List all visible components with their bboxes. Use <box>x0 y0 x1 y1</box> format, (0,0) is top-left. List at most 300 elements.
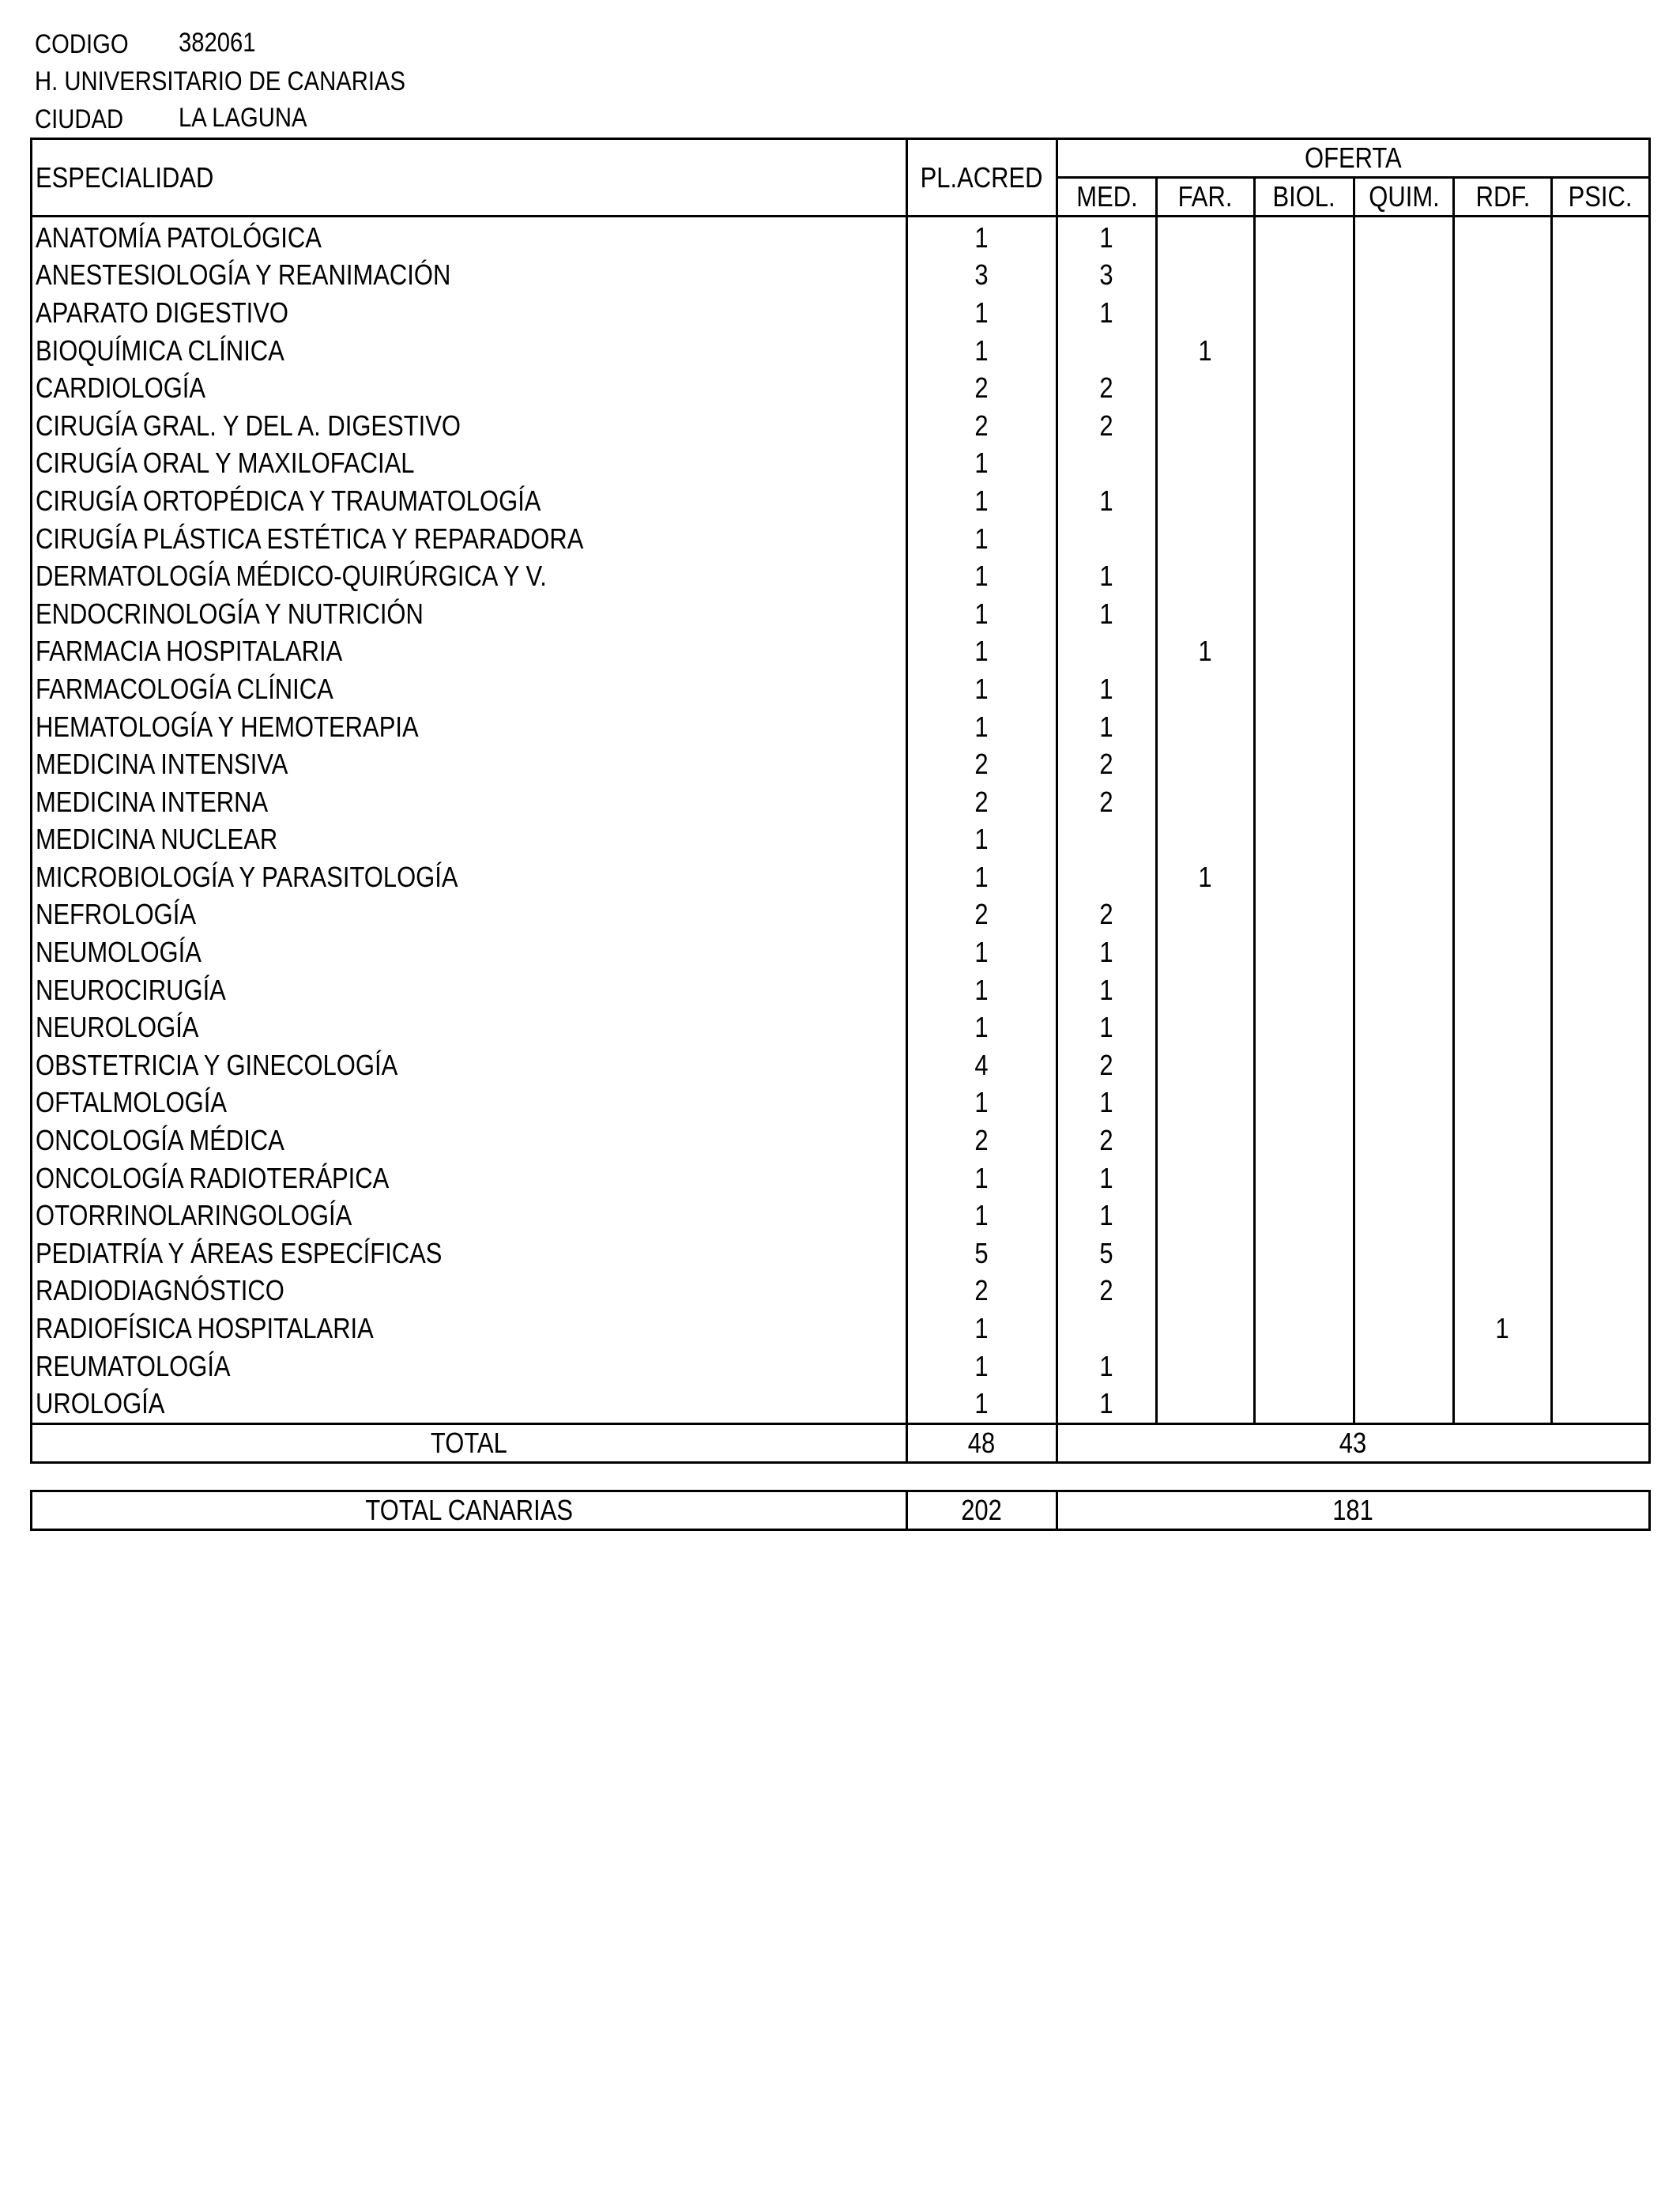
cell-biol <box>1255 933 1354 971</box>
cell-rdf <box>1454 858 1552 896</box>
cell-name: NEUROCIRUGÍA <box>32 971 907 1009</box>
cell-pl: 2 <box>907 783 1057 821</box>
sub-rdf: RDF. <box>1454 178 1552 217</box>
table-row <box>32 896 1650 934</box>
table-row <box>32 745 1650 783</box>
cell-biol <box>1255 407 1354 445</box>
table-row <box>32 445 1650 483</box>
specialties-table <box>30 138 1651 1464</box>
cell-med: 1 <box>1057 670 1157 708</box>
cell-rdf <box>1454 369 1552 407</box>
cell-biol <box>1255 217 1354 257</box>
cell-rdf <box>1454 1385 1552 1423</box>
cell-biol <box>1255 369 1354 407</box>
table-row <box>32 520 1650 558</box>
ciudad-value: LA LAGUNA <box>179 103 307 133</box>
cell-far <box>1157 482 1255 520</box>
cell-rdf <box>1454 783 1552 821</box>
table-row <box>32 1084 1650 1122</box>
table-row <box>32 1008 1650 1046</box>
cell-rdf <box>1454 557 1552 595</box>
cell-psic <box>1552 1197 1650 1235</box>
cell-quim <box>1354 633 1454 671</box>
sub-quim: QUIM. <box>1354 178 1454 217</box>
table-row <box>32 1310 1650 1348</box>
cell-psic <box>1552 407 1650 445</box>
cell-quim <box>1354 1159 1454 1197</box>
cell-quim <box>1354 257 1454 295</box>
cell-biol <box>1255 633 1354 671</box>
cell-quim <box>1354 971 1454 1009</box>
table-row <box>32 1272 1650 1310</box>
cell-name: ANATOMÍA PATOLÓGICA <box>32 217 907 257</box>
cell-med: 1 <box>1057 1348 1157 1385</box>
col-placred: PL.ACRED <box>907 139 1057 217</box>
cell-med: 1 <box>1057 217 1157 257</box>
cell-med <box>1057 633 1157 671</box>
cell-far <box>1157 821 1255 859</box>
cell-psic <box>1552 745 1650 783</box>
cell-rdf <box>1454 821 1552 859</box>
cell-name: MICROBIOLOGÍA Y PARASITOLOGÍA <box>32 858 907 896</box>
cell-biol <box>1255 1385 1354 1423</box>
header-row <box>32 139 1650 178</box>
table-row <box>32 557 1650 595</box>
cell-name: CARDIOLOGÍA <box>32 369 907 407</box>
cell-psic <box>1552 633 1650 671</box>
cell-name: RADIOFÍSICA HOSPITALARIA <box>32 1310 907 1348</box>
cell-med: 1 <box>1057 557 1157 595</box>
cell-name: ONCOLOGÍA RADIOTERÁPICA <box>32 1159 907 1197</box>
cell-far <box>1157 445 1255 483</box>
cell-far <box>1157 670 1255 708</box>
total-placred: 48 <box>907 1424 1057 1463</box>
table-row <box>32 971 1650 1009</box>
cell-biol <box>1255 257 1354 295</box>
cell-psic <box>1552 557 1650 595</box>
cell-rdf <box>1454 595 1552 633</box>
cell-name: OTORRINOLARINGOLOGÍA <box>32 1197 907 1235</box>
cell-name: OFTALMOLOGÍA <box>32 1084 907 1122</box>
cell-psic <box>1552 971 1650 1009</box>
canarias-total-row <box>32 1491 1650 1530</box>
cell-name: NEUMOLOGÍA <box>32 933 907 971</box>
cell-far <box>1157 1235 1255 1272</box>
cell-name: CIRUGÍA ORAL Y MAXILOFACIAL <box>32 445 907 483</box>
cell-psic <box>1552 670 1650 708</box>
cell-pl: 1 <box>907 520 1057 558</box>
cell-psic <box>1552 595 1650 633</box>
cell-far <box>1157 520 1255 558</box>
cell-med <box>1057 332 1157 370</box>
cell-name: CIRUGÍA GRAL. Y DEL A. DIGESTIVO <box>32 407 907 445</box>
cell-rdf <box>1454 1008 1552 1046</box>
table-row <box>32 369 1650 407</box>
cell-med: 2 <box>1057 745 1157 783</box>
cell-far <box>1157 1122 1255 1159</box>
cell-far <box>1157 971 1255 1009</box>
cell-far <box>1157 933 1255 971</box>
cell-quim <box>1354 1084 1454 1122</box>
cell-pl: 1 <box>907 670 1057 708</box>
cell-name: MEDICINA NUCLEAR <box>32 821 907 859</box>
cell-far <box>1157 896 1255 934</box>
sub-med: MED. <box>1057 178 1157 217</box>
cell-quim <box>1354 821 1454 859</box>
table-row <box>32 933 1650 971</box>
ciudad-label: CIUDAD <box>35 104 124 134</box>
cell-biol <box>1255 1197 1354 1235</box>
cell-biol <box>1255 445 1354 483</box>
cell-name: HEMATOLOGÍA Y HEMOTERAPIA <box>32 708 907 746</box>
cell-psic <box>1552 1046 1650 1084</box>
cell-pl: 1 <box>907 294 1057 332</box>
cell-rdf <box>1454 445 1552 483</box>
table-row <box>32 1348 1650 1385</box>
cell-pl: 5 <box>907 1235 1057 1272</box>
cell-name: APARATO DIGESTIVO <box>32 294 907 332</box>
table-row <box>32 595 1650 633</box>
cell-pl: 1 <box>907 933 1057 971</box>
cell-rdf <box>1454 633 1552 671</box>
cell-med: 2 <box>1057 407 1157 445</box>
cell-name: UROLOGÍA <box>32 1385 907 1423</box>
cell-biol <box>1255 1122 1354 1159</box>
canarias-label: TOTAL CANARIAS <box>32 1491 907 1530</box>
cell-rdf <box>1454 407 1552 445</box>
cell-far <box>1157 369 1255 407</box>
table-row <box>32 482 1650 520</box>
cell-med: 2 <box>1057 896 1157 934</box>
cell-quim <box>1354 670 1454 708</box>
cell-far <box>1157 294 1255 332</box>
table-row <box>32 858 1650 896</box>
cell-pl: 3 <box>907 257 1057 295</box>
cell-biol <box>1255 1272 1354 1310</box>
cell-far <box>1157 1197 1255 1235</box>
cell-pl: 1 <box>907 1385 1057 1423</box>
cell-far <box>1157 1385 1255 1423</box>
cell-rdf <box>1454 1084 1552 1122</box>
cell-rdf <box>1454 1159 1552 1197</box>
cell-name: OBSTETRICIA Y GINECOLOGÍA <box>32 1046 907 1084</box>
cell-med <box>1057 445 1157 483</box>
cell-psic <box>1552 369 1650 407</box>
cell-quim <box>1354 1046 1454 1084</box>
cell-far <box>1157 783 1255 821</box>
table-row <box>32 1385 1650 1423</box>
cell-med: 5 <box>1057 1235 1157 1272</box>
table-row <box>32 783 1650 821</box>
cell-med <box>1057 1310 1157 1348</box>
cell-rdf <box>1454 294 1552 332</box>
cell-psic <box>1552 1235 1650 1272</box>
cell-biol <box>1255 971 1354 1009</box>
cell-med: 2 <box>1057 1122 1157 1159</box>
cell-med: 1 <box>1057 1008 1157 1046</box>
cell-quim <box>1354 1348 1454 1385</box>
cell-pl: 2 <box>907 745 1057 783</box>
cell-name: ANESTESIOLOGÍA Y REANIMACIÓN <box>32 257 907 295</box>
cell-pl: 4 <box>907 1046 1057 1084</box>
cell-quim <box>1354 745 1454 783</box>
cell-name: FARMACIA HOSPITALARIA <box>32 633 907 671</box>
cell-pl: 2 <box>907 369 1057 407</box>
canarias-total-table <box>30 1490 1651 1531</box>
cell-pl: 1 <box>907 1197 1057 1235</box>
cell-biol <box>1255 670 1354 708</box>
cell-name: MEDICINA INTENSIVA <box>32 745 907 783</box>
cell-quim <box>1354 1235 1454 1272</box>
total-label: TOTAL <box>32 1424 907 1463</box>
cell-far <box>1157 1310 1255 1348</box>
cell-med: 1 <box>1057 1159 1157 1197</box>
cell-quim <box>1354 1122 1454 1159</box>
cell-quim <box>1354 783 1454 821</box>
cell-psic <box>1552 783 1650 821</box>
cell-biol <box>1255 520 1354 558</box>
cell-med: 1 <box>1057 482 1157 520</box>
cell-med: 1 <box>1057 595 1157 633</box>
cell-med: 1 <box>1057 708 1157 746</box>
cell-name: ONCOLOGÍA MÉDICA <box>32 1122 907 1159</box>
cell-pl: 1 <box>907 1159 1057 1197</box>
cell-rdf <box>1454 971 1552 1009</box>
cell-quim <box>1354 294 1454 332</box>
cell-pl: 1 <box>907 1008 1057 1046</box>
cell-pl: 1 <box>907 1084 1057 1122</box>
cell-biol <box>1255 557 1354 595</box>
cell-name: BIOQUÍMICA CLÍNICA <box>32 332 907 370</box>
cell-name: DERMATOLOGÍA MÉDICO-QUIRÚRGICA Y V. <box>32 557 907 595</box>
cell-med: 2 <box>1057 1272 1157 1310</box>
cell-far <box>1157 257 1255 295</box>
sub-far: FAR. <box>1157 178 1255 217</box>
table-row <box>32 407 1650 445</box>
cell-psic <box>1552 257 1650 295</box>
table-row <box>32 332 1650 370</box>
cell-rdf <box>1454 1235 1552 1272</box>
cell-psic <box>1552 896 1650 934</box>
cell-med: 2 <box>1057 1046 1157 1084</box>
cell-pl: 1 <box>907 595 1057 633</box>
cell-psic <box>1552 1310 1650 1348</box>
cell-biol <box>1255 783 1354 821</box>
cell-psic <box>1552 1084 1650 1122</box>
table-row <box>32 1122 1650 1159</box>
cell-far <box>1157 217 1255 257</box>
cell-name: CIRUGÍA ORTOPÉDICA Y TRAUMATOLOGÍA <box>32 482 907 520</box>
cell-med: 3 <box>1057 257 1157 295</box>
cell-quim <box>1354 445 1454 483</box>
cell-psic <box>1552 294 1650 332</box>
cell-quim <box>1354 1197 1454 1235</box>
cell-rdf <box>1454 1197 1552 1235</box>
table-row <box>32 633 1650 671</box>
cell-med: 1 <box>1057 933 1157 971</box>
cell-biol <box>1255 896 1354 934</box>
cell-rdf <box>1454 1348 1552 1385</box>
cell-biol <box>1255 1235 1354 1272</box>
hospital-name: H. UNIVERSITARIO DE CANARIAS <box>35 66 406 96</box>
cell-far <box>1157 1046 1255 1084</box>
cell-far <box>1157 1159 1255 1197</box>
cell-biol <box>1255 1348 1354 1385</box>
cell-rdf <box>1454 1122 1552 1159</box>
cell-biol <box>1255 294 1354 332</box>
cell-name: NEFROLOGÍA <box>32 896 907 934</box>
cell-rdf: 1 <box>1454 1310 1552 1348</box>
cell-pl: 1 <box>907 217 1057 257</box>
cell-far <box>1157 1272 1255 1310</box>
cell-pl: 1 <box>907 445 1057 483</box>
cell-rdf <box>1454 708 1552 746</box>
cell-quim <box>1354 332 1454 370</box>
cell-med: 1 <box>1057 1084 1157 1122</box>
cell-psic <box>1552 1385 1650 1423</box>
cell-psic <box>1552 520 1650 558</box>
cell-med <box>1057 858 1157 896</box>
table-row <box>32 821 1650 859</box>
cell-quim <box>1354 217 1454 257</box>
cell-name: MEDICINA INTERNA <box>32 783 907 821</box>
cell-rdf <box>1454 1046 1552 1084</box>
cell-pl: 1 <box>907 332 1057 370</box>
cell-biol <box>1255 1159 1354 1197</box>
cell-biol <box>1255 708 1354 746</box>
cell-pl: 2 <box>907 1122 1057 1159</box>
cell-far <box>1157 745 1255 783</box>
cell-biol <box>1255 1046 1354 1084</box>
canarias-oferta: 181 <box>1057 1491 1650 1530</box>
cell-rdf <box>1454 745 1552 783</box>
cell-psic <box>1552 1008 1650 1046</box>
cell-name: NEUROLOGÍA <box>32 1008 907 1046</box>
cell-biol <box>1255 332 1354 370</box>
table-row <box>32 670 1650 708</box>
cell-pl: 2 <box>907 1272 1057 1310</box>
sub-biol: BIOL. <box>1255 178 1354 217</box>
cell-quim <box>1354 1310 1454 1348</box>
codigo-value: 382061 <box>179 28 256 58</box>
cell-med <box>1057 821 1157 859</box>
cell-name: FARMACOLOGÍA CLÍNICA <box>32 670 907 708</box>
cell-psic <box>1552 933 1650 971</box>
cell-quim <box>1354 708 1454 746</box>
table-row <box>32 217 1650 257</box>
cell-rdf <box>1454 520 1552 558</box>
cell-name: RADIODIAGNÓSTICO <box>32 1272 907 1310</box>
cell-med: 1 <box>1057 294 1157 332</box>
cell-med: 1 <box>1057 1385 1157 1423</box>
cell-med: 1 <box>1057 1197 1157 1235</box>
cell-far: 1 <box>1157 633 1255 671</box>
cell-psic <box>1552 482 1650 520</box>
cell-quim <box>1354 1272 1454 1310</box>
cell-pl: 1 <box>907 1348 1057 1385</box>
cell-pl: 1 <box>907 482 1057 520</box>
cell-rdf <box>1454 332 1552 370</box>
cell-quim <box>1354 858 1454 896</box>
cell-far <box>1157 557 1255 595</box>
cell-pl: 1 <box>907 708 1057 746</box>
cell-pl: 1 <box>907 971 1057 1009</box>
codigo-label: CODIGO <box>35 29 129 59</box>
sub-psic: PSIC. <box>1552 178 1650 217</box>
cell-name: REUMATOLOGÍA <box>32 1348 907 1385</box>
cell-psic <box>1552 858 1650 896</box>
cell-biol <box>1255 821 1354 859</box>
cell-psic <box>1552 1348 1650 1385</box>
cell-biol <box>1255 1008 1354 1046</box>
cell-rdf <box>1454 482 1552 520</box>
cell-rdf <box>1454 257 1552 295</box>
cell-rdf <box>1454 933 1552 971</box>
cell-med: 2 <box>1057 369 1157 407</box>
cell-name: PEDIATRÍA Y ÁREAS ESPECÍFICAS <box>32 1235 907 1272</box>
cell-biol <box>1255 1310 1354 1348</box>
cell-name: CIRUGÍA PLÁSTICA ESTÉTICA Y REPARADORA <box>32 520 907 558</box>
cell-biol <box>1255 1084 1354 1122</box>
cell-quim <box>1354 369 1454 407</box>
cell-far <box>1157 1008 1255 1046</box>
cell-far: 1 <box>1157 858 1255 896</box>
cell-biol <box>1255 482 1354 520</box>
cell-psic <box>1552 1272 1650 1310</box>
cell-quim <box>1354 407 1454 445</box>
cell-pl: 1 <box>907 633 1057 671</box>
cell-far <box>1157 595 1255 633</box>
total-oferta: 43 <box>1057 1424 1650 1463</box>
cell-far: 1 <box>1157 332 1255 370</box>
cell-pl: 1 <box>907 858 1057 896</box>
cell-quim <box>1354 520 1454 558</box>
table-row <box>32 1046 1650 1084</box>
table-row <box>32 1197 1650 1235</box>
table-row <box>32 257 1650 295</box>
cell-name: ENDOCRINOLOGÍA Y NUTRICIÓN <box>32 595 907 633</box>
cell-psic <box>1552 332 1650 370</box>
cell-quim <box>1354 1385 1454 1423</box>
table-row <box>32 294 1650 332</box>
cell-rdf <box>1454 1272 1552 1310</box>
col-especialidad: ESPECIALIDAD <box>32 139 907 217</box>
cell-psic <box>1552 708 1650 746</box>
table-row <box>32 1235 1650 1272</box>
cell-psic <box>1552 821 1650 859</box>
cell-quim <box>1354 595 1454 633</box>
canarias-placred: 202 <box>907 1491 1057 1530</box>
cell-biol <box>1255 745 1354 783</box>
cell-quim <box>1354 933 1454 971</box>
cell-far <box>1157 1348 1255 1385</box>
cell-rdf <box>1454 896 1552 934</box>
cell-psic <box>1552 1122 1650 1159</box>
cell-pl: 2 <box>907 896 1057 934</box>
cell-quim <box>1354 1008 1454 1046</box>
cell-far <box>1157 1084 1255 1122</box>
cell-quim <box>1354 557 1454 595</box>
cell-far <box>1157 407 1255 445</box>
col-oferta: OFERTA <box>1057 139 1650 178</box>
cell-rdf <box>1454 670 1552 708</box>
total-row <box>32 1424 1650 1463</box>
cell-med: 2 <box>1057 783 1157 821</box>
table-row <box>32 1159 1650 1197</box>
cell-far <box>1157 708 1255 746</box>
cell-pl: 2 <box>907 407 1057 445</box>
table-row <box>32 708 1650 746</box>
